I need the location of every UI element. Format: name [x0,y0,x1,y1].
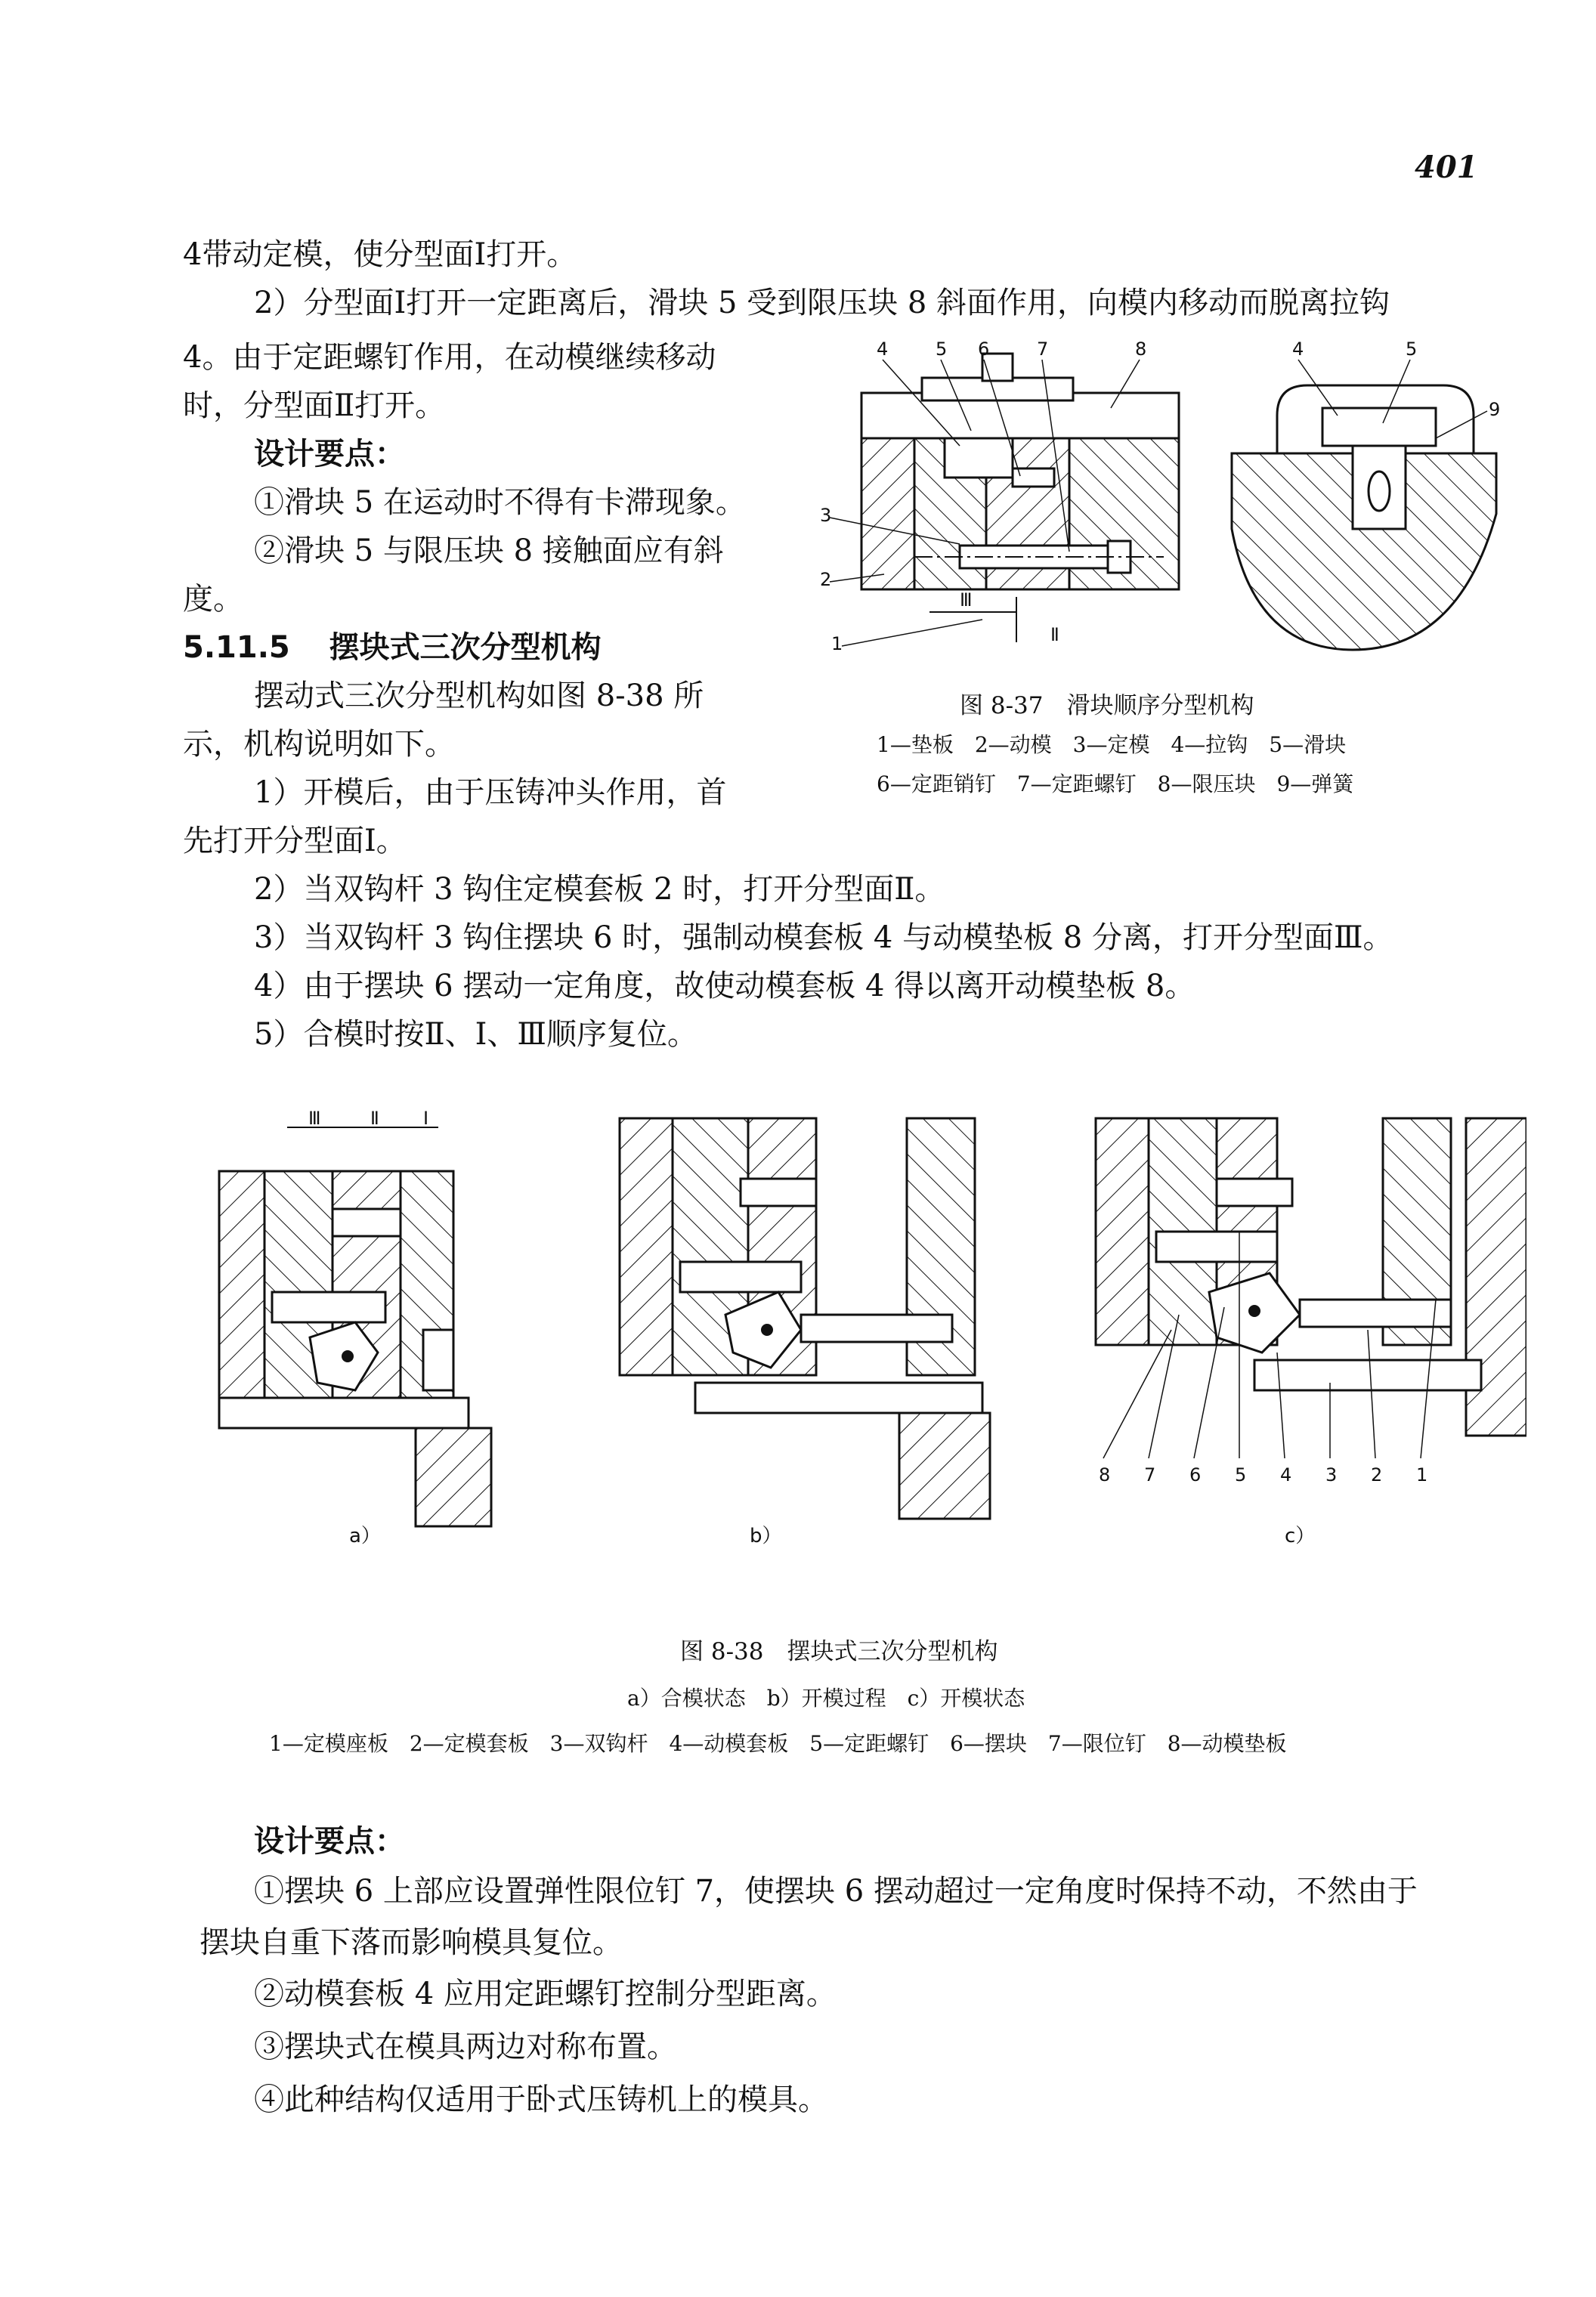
figure-8-38-subcaption: a）合模状态 b）开模过程 c）开模状态 [627,1686,1025,1711]
fig837-left-view [820,339,1179,654]
svg-text:7: 7 [1037,339,1049,360]
text-line: ①滑块 5 在运动时不得有卡滞现象。 [254,485,746,520]
svg-text:2: 2 [820,569,832,590]
svg-text:5: 5 [1406,339,1418,360]
text-line: 摆块自重下落而影响模具复位。 [200,1925,623,1960]
design-heading: 设计要点： [254,437,405,471]
text-line: 1）开模后，由于压铸冲头作用，首 [254,775,727,810]
text-line: 4）由于摆块 6 摆动一定角度，故使动模套板 4 得以离开动模垫板 8。 [254,969,1195,1003]
text-line: ②滑块 5 与限压块 8 接触面应有斜 [254,533,724,568]
fig838-plane-label: Ⅰ [423,1111,429,1129]
text-line: 2）分型面Ⅰ打开一定距离后，滑块 5 受到限压块 8 斜面作用，向模内移动而脱离拉钩 [254,286,1390,320]
fig838-c-number: 2 [1371,1464,1383,1485]
figure-8-37-drawing [809,332,1504,680]
text-line: 摆动式三次分型机构如图 8-38 所 [254,679,704,713]
fig838-c-number: 5 [1235,1464,1247,1485]
fig838-plane-label: Ⅱ [370,1111,379,1129]
fig838-c-number: 7 [1144,1464,1156,1485]
section-number: 5.11.5 [183,630,290,665]
fig838-c-number: 3 [1325,1464,1338,1485]
section-heading [183,626,602,669]
fig838-c-number: 4 [1280,1464,1292,1485]
text-line: 时，分型面Ⅱ打开。 [183,388,446,423]
svg-text:4: 4 [877,339,889,360]
section-title: 摆块式三次分型机构 [329,630,602,665]
figure-8-38-drawing [196,1111,1526,1534]
fig838-c-number: 8 [1099,1464,1111,1485]
text-line: 先打开分型面Ⅰ。 [183,824,407,858]
text-line: ④此种结构仅适用于卧式压铸机上的模具。 [254,2082,828,2117]
svg-text:5: 5 [936,339,948,360]
page-number: 401 [1415,150,1478,185]
text-line: 4。由于定距螺钉作用，在动模继续移动 [183,340,716,375]
text-line: 3）当双钩杆 3 钩住摆块 6 时，强制动模套板 4 与动模垫板 8 分离，打开分型面Ⅲ。 [254,920,1393,955]
svg-text:6: 6 [978,339,990,360]
text-line: 示，机构说明如下。 [183,727,455,762]
svg-text:3: 3 [820,505,832,526]
text-line: ①摆块 6 上部应设置弹性限位钉 7，使摆块 6 摆动超过一定角度时保持不动，不然由于 [254,1874,1418,1909]
fig838-c-number: 1 [1416,1464,1428,1485]
fig838-view-c [1096,1118,1526,1485]
figure-8-37-caption: 图 8-37 滑块顺序分型机构 [960,692,1254,719]
fig838-subcaption-a: a） [349,1525,381,1547]
figure-8-37-legend-line: 6—定距销钉 7—定距螺钉 8—限压块 9—弹簧 [877,771,1354,796]
text-line: 4带动定模，使分型面Ⅰ打开。 [183,237,577,272]
text-line: 度。 [183,582,243,617]
fig837-plane-label: Ⅱ [1050,624,1059,645]
text-line: 2）当双钩杆 3 钩住定模套板 2 时，打开分型面Ⅱ。 [254,872,945,907]
text-line: ③摆块式在模具两边对称布置。 [254,2030,677,2064]
fig838-subcaption-c: c） [1285,1525,1316,1547]
design-heading: 设计要点： [254,1824,405,1859]
svg-text:1: 1 [831,633,843,654]
text-line: ②动模套板 4 应用定距螺钉控制分型距离。 [254,1977,837,2011]
fig838-view-a [219,1111,491,1526]
fig838-view-b [620,1118,990,1519]
fig837-right-view [1232,339,1500,650]
text-line: 5）合模时按Ⅱ、Ⅰ、Ⅲ顺序复位。 [254,1017,698,1052]
figure-8-38-legend: 1—定模座板 2—定模套板 3—双钩杆 4—动模套板 5—定距螺钉 6—摆块 7—限位钉 8—动模垫板 [269,1731,1287,1756]
svg-text:9: 9 [1489,399,1501,420]
svg-text:8: 8 [1135,339,1147,360]
svg-text:4: 4 [1292,339,1304,360]
figure-8-37-legend-line: 1—垫板 2—动模 3—定模 4—拉钩 5—滑块 [877,732,1347,757]
fig837-plane-label: Ⅲ [960,589,973,611]
fig838-subcaption-b: b） [750,1525,782,1547]
fig838-plane-label: Ⅲ [308,1111,321,1129]
fig838-c-number: 6 [1189,1464,1202,1485]
figure-8-38-caption: 图 8-38 摆块式三次分型机构 [680,1638,998,1665]
